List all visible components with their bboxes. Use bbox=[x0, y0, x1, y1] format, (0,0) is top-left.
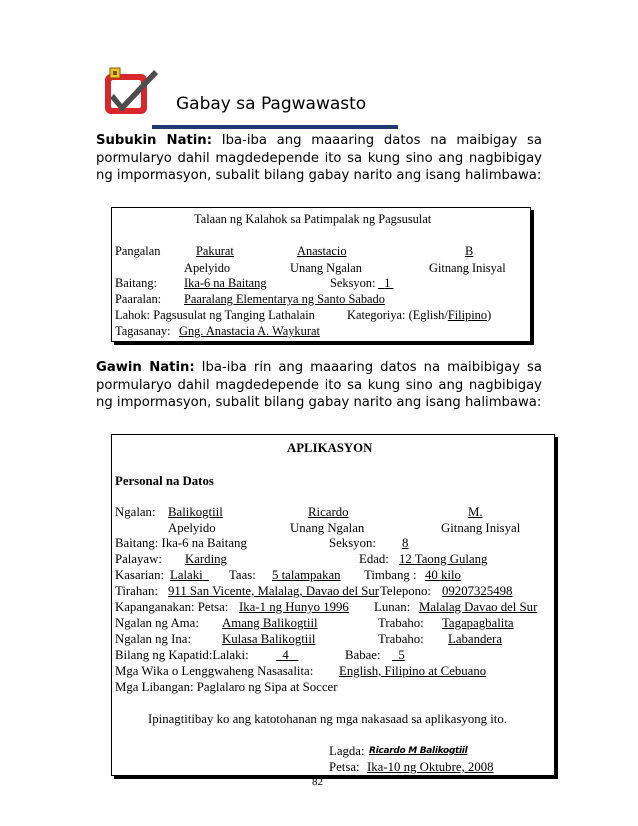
father-job-label: Trabaho: bbox=[378, 616, 424, 630]
birthplace-label: Lunan: bbox=[374, 600, 411, 614]
nickname-label: Palayaw: bbox=[115, 552, 162, 566]
applicant-section-label: Seksyon: bbox=[329, 536, 376, 550]
subukin-paragraph bbox=[96, 132, 542, 185]
form-title: APLIKASYON bbox=[287, 441, 373, 455]
first-name-caption: Unang Ngalan bbox=[290, 261, 362, 275]
address-label: Tirahan: bbox=[115, 584, 158, 598]
gawin-label: Gawin Natin: bbox=[96, 360, 195, 375]
applicant-name-label: Ngalan: bbox=[115, 505, 156, 519]
record-title: Talaan ng Kalahok sa Patimpalak ng Pagsusulat bbox=[194, 212, 432, 226]
trainer-label: Tagasanay: bbox=[115, 324, 171, 338]
sex-value: Lalaki bbox=[170, 568, 203, 582]
phone-label: Telepono: bbox=[380, 584, 431, 598]
mother-job-label: Trabaho: bbox=[378, 632, 424, 646]
pledge-text: Ipinagtitibay ko ang katotohanan ng mga nakasaad sa aplikasyong ito. bbox=[148, 712, 507, 726]
school-label: Paaralan: bbox=[115, 292, 162, 306]
birthplace-value: Malalag Davao del Sur bbox=[419, 600, 538, 614]
applicant-first-caption: Unang Ngalan bbox=[290, 521, 365, 535]
applicant-surname: Balikogtiil bbox=[168, 505, 223, 519]
father-name-label: Ngalan ng Ama: bbox=[115, 616, 199, 630]
name-label: Pangalan bbox=[115, 244, 161, 258]
age-value: 12 Taong Gulang bbox=[399, 552, 488, 566]
brothers-count: 4 bbox=[282, 648, 289, 662]
middle-initial-value: B bbox=[465, 244, 474, 258]
weight-label: Timbang : bbox=[364, 568, 417, 582]
sex-label: Kasarian: bbox=[115, 568, 165, 582]
applicant-middle-initial: M. bbox=[468, 505, 483, 519]
gawin-paragraph bbox=[96, 359, 542, 412]
applicant-section-value: 8 bbox=[402, 536, 409, 550]
sisters-label: Babae: bbox=[345, 648, 381, 662]
page-title: Gabay sa Pagwawasto bbox=[176, 94, 367, 114]
age-label: Edad: bbox=[359, 552, 389, 566]
address-value: 911 San Vicente, Malalag, Davao del Sur bbox=[168, 584, 380, 598]
grade-label: Baitang: bbox=[115, 276, 157, 290]
gawin-text: Iba-iba rin ang maaaring datos na maibibigay sa pormularyo dahil magdedepende ito sa kung sino ang nagbibigay ng impormasyon, subalit bilang gabay narito ang isang halimbawa: bbox=[96, 360, 542, 411]
height-value: 5 talampakan bbox=[272, 568, 341, 582]
category-text: Kategoriya: (Eglish/Filipino) bbox=[347, 308, 492, 322]
height-label: Taas: bbox=[229, 568, 256, 582]
siblings-label: Bilang ng Kapatid:Lalaki: bbox=[115, 648, 249, 662]
mother-name-value: Kulasa Balikogtiil bbox=[222, 632, 316, 646]
languages-label: Mga Wika o Lenggwaheng Nasasalita: bbox=[115, 664, 314, 678]
mother-name-label: Ngalan ng Ina: bbox=[115, 632, 192, 646]
applicant-grade: Baitang: Ika-6 na Baitang bbox=[115, 536, 247, 550]
surname-caption: Apelyido bbox=[184, 261, 231, 275]
form-section-heading: Personal na Datos bbox=[115, 474, 214, 488]
subukin-label: Subukin Natin: bbox=[96, 133, 212, 148]
birth-date-label: Kapanganakan: Petsa: bbox=[115, 600, 229, 614]
grade-value: Ika-6 na Baitang bbox=[184, 276, 267, 290]
hobbies-text: Mga Libangan: Paglalaro ng Sipa at Soccer bbox=[115, 680, 338, 694]
trainer-value: Gng. Anastacia A. Waykurat bbox=[179, 324, 320, 338]
languages-value: English, Filipino at Cebuano bbox=[339, 664, 487, 678]
applicant-first-name: Ricardo bbox=[308, 505, 349, 519]
page-number: 82 bbox=[312, 776, 323, 788]
date-value: Ika-10 ng Oktubre, 2008 bbox=[367, 760, 494, 774]
signature-label: Lagda: bbox=[329, 744, 365, 758]
school-value: Paaralang Elementarya ng Santo Sabado bbox=[184, 292, 385, 306]
mother-job-value: Labandera bbox=[448, 632, 502, 646]
checklist-logo-icon bbox=[102, 66, 160, 120]
nickname-value: Karding bbox=[185, 552, 227, 566]
subukin-text: Iba-iba ang maaaring datos na maibigay sa pormularyo dahil magdedepende ito sa kung sino ang nagbibigay ng impormasyon, subalit bilang gabay narito ang isang halimbawa: bbox=[96, 133, 542, 184]
section-value: 1 bbox=[384, 276, 391, 290]
signature-value: Ricardo M Balikogtiil bbox=[369, 746, 468, 756]
header-rule bbox=[152, 125, 398, 129]
father-name-value: Amang Balikogtiil bbox=[222, 616, 318, 630]
phone-value: 09207325498 bbox=[442, 584, 513, 598]
surname-value: Pakurat bbox=[196, 244, 234, 258]
first-name-value: Anastacio bbox=[297, 244, 347, 258]
date-label: Petsa: bbox=[329, 760, 360, 774]
applicant-middle-caption: Gitnang Inisyal bbox=[441, 521, 521, 535]
applicant-surname-caption: Apelyido bbox=[168, 521, 216, 535]
entry-text: Lahok: Pagsusulat ng Tanging Lathalain bbox=[115, 308, 315, 322]
birth-date-value: Ika-1 ng Hunyo 1996 bbox=[239, 600, 349, 614]
sisters-count: 5 bbox=[398, 648, 405, 662]
father-job-value: Tagapagbalita bbox=[442, 616, 514, 630]
section-label: Seksyon: bbox=[330, 276, 376, 290]
weight-value: 40 kilo bbox=[425, 568, 461, 582]
middle-initial-caption: Gitnang Inisyal bbox=[429, 261, 506, 275]
